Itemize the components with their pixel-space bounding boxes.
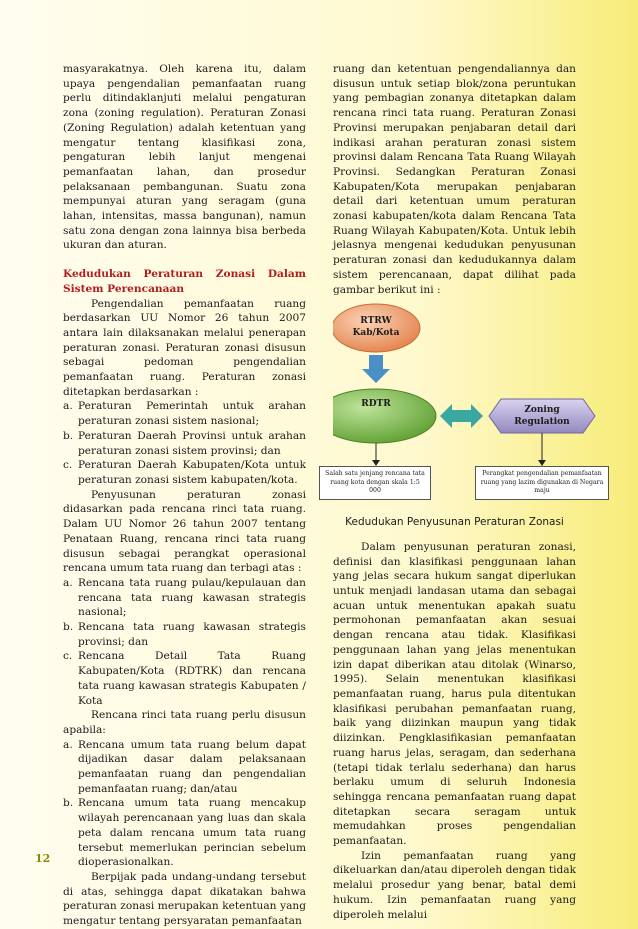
- list-item: b. Rencana umum tata ruang mencakup wilayah perencanaan yang luas dan skala peta dalam rencana umum tata ruang tersebut memerlukan perincian sebelum dioperasionalkan.: [63, 797, 306, 869]
- left-paragraph-4: Rencana rinci tata ruang perlu disusun apabila:: [63, 709, 306, 736]
- page-number: 12: [35, 852, 51, 865]
- figure-caption: Kedudukan Penyusunan Peraturan Zonasi: [345, 516, 564, 529]
- section-heading: Kedudukan Peraturan Zonasi Dalam Sistem Perencanaan: [63, 268, 306, 295]
- list-item: a. Rencana umum tata ruang belum dapat dijadikan dasar dalam pelaksanaan pemanfaatan ruang dan pengendalian pemanfaatan ruang; dan/atau: [63, 738, 306, 795]
- list-item: b. Peraturan Daerah Provinsi untuk arahan peraturan zonasi sistem provinsi; dan: [63, 429, 306, 457]
- down-arrow: [362, 355, 390, 383]
- list-item: a. Rencana tata ruang pulau/kepulauan dan rencana tata ruang kawasan strategis nasional;: [63, 576, 306, 619]
- left-paragraph-1: masyarakatnya. Oleh karena itu, dalam upaya pengendalian pemanfaatan ruang perlu ditindaklanjuti melalui pengaturan zona (zoning regulation). Peraturan Zonasi (Zoning Regulation) adalah ketentuan yang mengatur tentang klasifikasi zona, pengaturan lebih lanjut mengenai pemanfaatan lahan, dan prosedur pelaksanaan pembangunan. Suatu zona mempunyai aturan yang seragam (guna lahan, intensitas, massa bangunan), namun satu zona dengan zona lainnya bisa berbeda ukuran dan aturan.: [63, 63, 306, 252]
- zoning-position-diagram: [325, 303, 604, 511]
- left-paragraph-5: Berpijak pada undang-undang tersebut di atas, sehingga dapat dikatakan bahwa peraturan zonasi merupakan ketentuan yang mengatur tentang persyaratan pemanfaatan: [63, 870, 306, 928]
- left-paragraph-3: Penyusunan peraturan zonasi didasarkan pada rencana rinci tata ruang. Dalam UU Nomor 26 tahun 2007 tentang Penataan Ruang, rencana rinci tata ruang disusun sebagai perangkat operasional rencana umum tata ruang dan terbagi atas :: [63, 488, 306, 575]
- rtrw-label: RTRW Kab/Kota: [352, 316, 400, 339]
- double-arrow: [440, 404, 483, 428]
- legal-basis-list: [63, 399, 306, 487]
- right-column: [325, 62, 604, 922]
- zoning-label: Zoning Regulation: [514, 405, 570, 428]
- list-item: c. Peraturan Daerah Kabupaten/Kota untuk peraturan zonasi sistem kabupaten/kota.: [63, 459, 306, 486]
- right-paragraph-2: Dalam penyusunan peraturan zonasi, definisi dan klasifikasi penggunaan lahan yang jelas secara hukum sangat diperlukan untuk menjadi landasan utama dan sebagai acuan untuk menentukan apakah suatu permohonan pemanfaatan akan sesuai dengan rencana atau tidak. Klasifikasi penggunaan lahan yang jelas menentukan izin dapat diberikan atau ditolak (Winarso, 1995). Selain menentukan klasifikasi pemanfaatan ruang, harus pula ditentukan klasifikasi perubahan pemanfaatan ruang, baik yang diizinkan maupun yang tidak diizinkan. Pengklasifikasian pemanfaatan ruang harus jelas, seragam, dan sederhana (tetapi tidak terlalu sederhana) dan harus berlaku umum di seluruh Indonesia sehingga rencana pemanfaatan ruang dapat ditetapkan secara seragam untuk memudahkan proses pengendalian pemanfaatan.: [333, 540, 576, 848]
- list-item: c. Rencana Detail Tata Ruang Kabupaten/Kota (RDTRK) dan rencana tata ruang kawasan strategis Kabupaten / Kota: [63, 650, 306, 707]
- list-item: a. Peraturan Pemerintah untuk arahan peraturan zonasi sistem nasional;: [63, 400, 306, 428]
- detail-plan-list: [63, 576, 306, 708]
- rdtr-note: Salah satu jenjang rencana tata ruang kota dengan skala 1:5 000: [319, 466, 431, 500]
- zoning-note: Perangkat pengendalian pemanfaatan ruang yang lazim digunakan di Negara maju: [475, 466, 609, 500]
- conditions-list: [63, 738, 306, 870]
- list-item: b. Rencana tata ruang kawasan strategis provinsi; dan: [63, 621, 306, 648]
- left-column: [63, 62, 306, 929]
- right-paragraph-1: ruang dan ketentuan pengendaliannya dan disusun untuk setiap blok/zona peruntukan yang pembagian zonanya ditetapkan dalam rencana rinci tata ruang. Peraturan Zonasi Provinsi merupakan penjabaran detail dari indikasi arahan peraturan zonasi sistem provinsi dalam Rencana Tata Ruang Wilayah Provinsi. Sedangkan Peraturan Zonasi Kabupaten/Kota merupakan penjabaran detail dari ketentuan umum peraturan zonasi kabupaten/kota dalam Rencana Tata Ruang Wilayah Kabupaten/Kota. Untuk lebih jelasnya mengenai kedudukan penyusunan peraturan zonasi dan kedudukannya dalam sistem perencanaan, dapat dilihat pada gambar berikut ini :: [333, 63, 576, 296]
- right-paragraph-3: Izin pemanfaatan ruang yang dikeluarkan dan/atau diperoleh dengan tidak melalui prosedur yang benar, batal demi hukum. Izin pemanfaatan ruang yang diperoleh melalui: [333, 849, 576, 921]
- left-paragraph-2: Pengendalian pemanfaatan ruang berdasarkan UU Nomor 26 tahun 2007 antara lain dilaksanakan melalui penerapan peraturan zonasi. Peraturan zonasi disusun sebagai pedoman pengendalian pemanfaatan ruang. Peraturan zonasi ditetapkan berdasarkan :: [63, 297, 306, 398]
- rdtr-label: RDTR: [361, 399, 391, 410]
